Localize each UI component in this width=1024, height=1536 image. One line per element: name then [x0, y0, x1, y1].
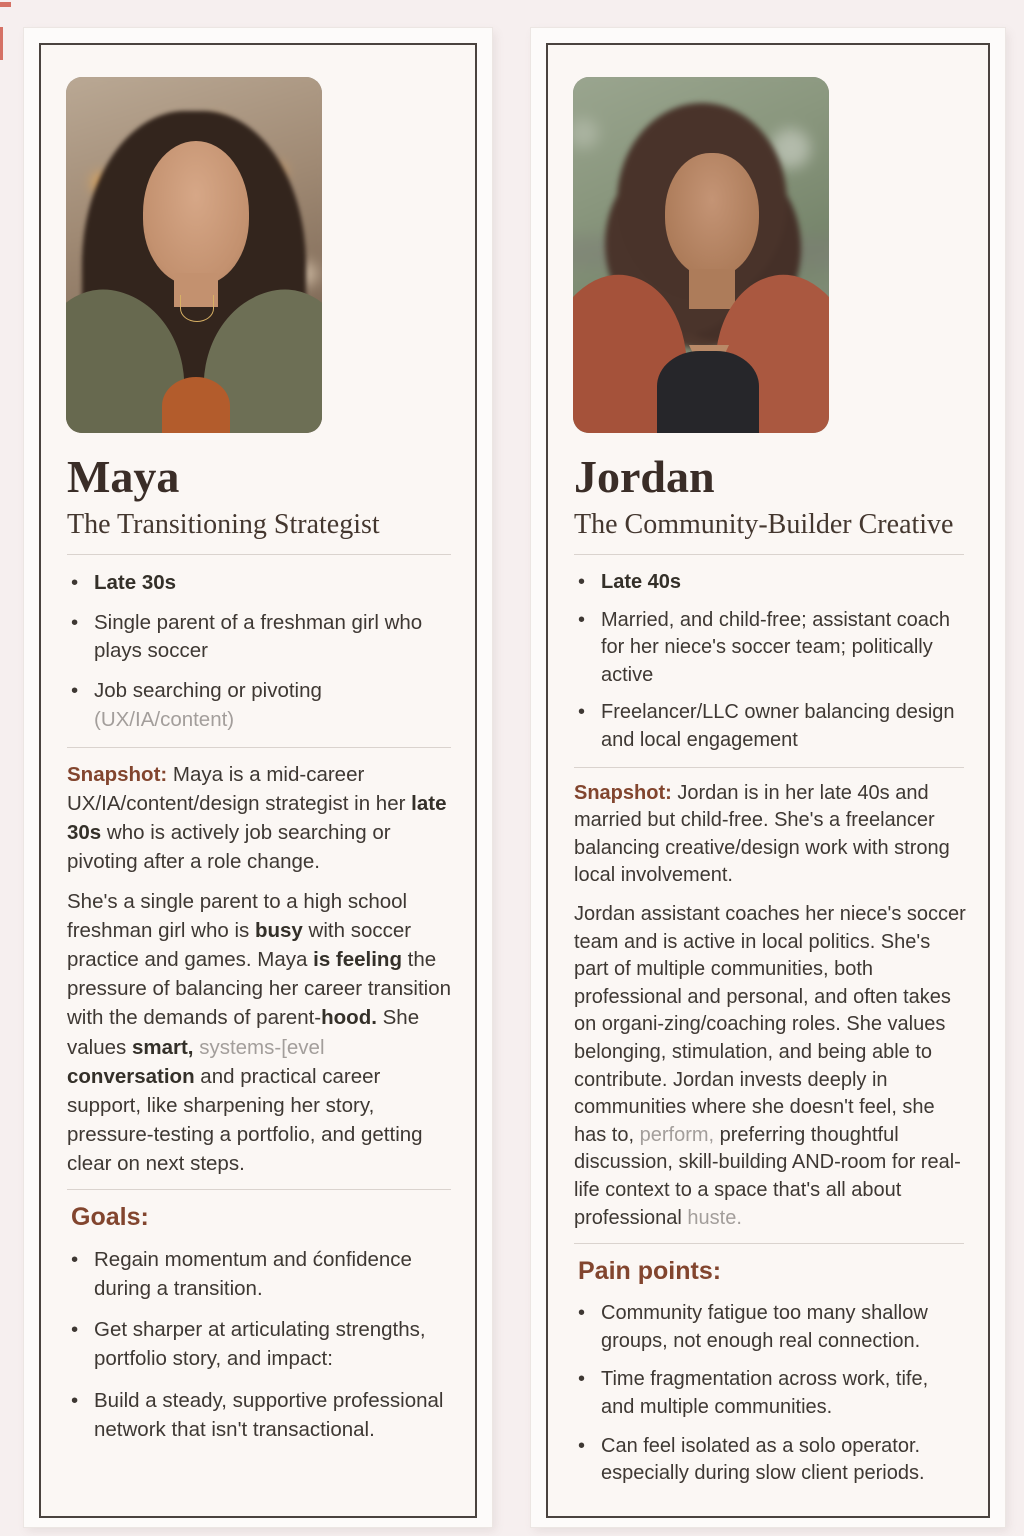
text-run: huste. — [687, 1206, 742, 1229]
text-run: Community fatigue too many shallow groups, not enough real connection. — [601, 1302, 928, 1352]
goals-heading: Goals: — [71, 1203, 149, 1232]
text-run: Get sharper at articulating strengths, portfolio story, and impact: — [94, 1318, 426, 1371]
text-run: (UX/IA/content) — [94, 707, 235, 731]
divider — [67, 1189, 451, 1190]
fact-item — [67, 609, 453, 666]
photo-tee — [657, 351, 759, 433]
bullet-dot: • — [578, 701, 586, 724]
snapshot-paragraph — [574, 780, 966, 890]
persona-card-maya-inner — [39, 43, 477, 1518]
list-item-text — [94, 609, 453, 666]
divider — [574, 554, 964, 555]
text-run: Build a steady, supportive professional network that isn't transactional. — [94, 1388, 444, 1441]
text-run: actively — [170, 820, 240, 844]
list-item-text — [94, 1246, 453, 1303]
text-run: She's a single parent to a high school freshman girl who is — [67, 889, 408, 943]
bullet-dot: • — [71, 610, 79, 634]
text-run: Jordan is in her late 40s and married but child-free. She's a freelancer balancing creative/design work with strong local involvement. — [574, 781, 950, 887]
photo-face — [143, 141, 249, 285]
text-run: smart, — [131, 1035, 194, 1059]
text-run: systems-[evel — [199, 1035, 325, 1059]
pain-point-item — [574, 1300, 966, 1355]
text-run: Time fragmentation across work, tife, and multiple communities. — [601, 1368, 929, 1418]
scan-artifact — [0, 27, 3, 60]
bullet-dot: • — [71, 571, 79, 595]
list-item-text — [601, 1433, 966, 1488]
text-run: Late 30s — [94, 571, 177, 595]
snapshot-paragraph — [67, 887, 453, 1178]
text-run: Married, and child-free; assistant coach for her niece's soccer team; politically active — [601, 608, 951, 686]
photo-necklace — [180, 295, 214, 322]
divider — [67, 554, 451, 555]
text-run: who is — [101, 820, 171, 844]
bullet-dot: • — [578, 1302, 586, 1325]
bullet-dot: • — [578, 1434, 586, 1457]
list-item-text — [601, 1366, 966, 1421]
persona-archetype: The Community-Builder Creative — [574, 509, 954, 541]
text-run: with soccer practice and games. Maya — [67, 919, 412, 972]
persona-name: Maya — [67, 451, 180, 502]
bullet-dot: • — [578, 608, 586, 631]
text-run: perform, — [639, 1123, 715, 1146]
text-run: She values — [67, 1006, 420, 1059]
text-run: Single parent of a freshman girl who plays soccer — [94, 610, 423, 663]
text-run: conversation — [67, 1064, 195, 1088]
photo-face — [665, 153, 759, 277]
text-run: Jordan assistant coaches her niece's soccer team and is active in local politics. She's part of multiple communities, both professional and personal, and often takes on organi-zing/coaching roles. She values belonging, stimulation, and being able to contribute. Jordan invests deeply in communities where she doesn't feel, she has to, — [574, 903, 966, 1146]
snapshot-section — [64, 760, 453, 1179]
fact-item — [67, 677, 453, 734]
text-run: is feeling — [313, 948, 402, 972]
text-run: Can feel isolated as a solo operator. especially during slow client periods. — [601, 1434, 925, 1485]
bullet-dot: • — [71, 679, 79, 703]
text-run: busy — [254, 919, 303, 943]
persona-facts-list — [64, 569, 453, 734]
bullet-dot: • — [578, 1368, 586, 1391]
fact-item — [574, 699, 966, 754]
snapshot-paragraph — [67, 760, 453, 876]
persona-card-jordan-inner — [546, 43, 990, 1518]
text-run: late 30s — [67, 791, 447, 844]
text-run: Job searching or pivoting — [94, 679, 322, 703]
text-run: Maya is a mid-career UX/IA/content/design strategist in her — [67, 762, 412, 815]
list-item-text — [601, 569, 966, 597]
list-item-text — [94, 569, 453, 598]
list-item-text — [94, 1387, 453, 1444]
persona-facts-list — [571, 569, 966, 755]
pain-points-list — [571, 1300, 966, 1488]
text-run: Freelancer/LLC owner balancing design and local engagement — [601, 701, 955, 752]
fact-item — [574, 607, 966, 690]
bullet-dot: • — [71, 1318, 79, 1342]
list-item-text — [601, 1300, 966, 1355]
persona-archetype: The Transitioning Strategist — [67, 509, 380, 541]
text-run: Late 40s — [601, 571, 682, 594]
divider — [574, 1243, 964, 1244]
persona-name: Jordan — [574, 451, 715, 502]
bullet-dot: • — [71, 1388, 79, 1412]
list-item-text — [601, 699, 966, 754]
text-run: hood. — [321, 1006, 377, 1030]
goal-item — [67, 1246, 453, 1303]
snapshot-section — [571, 780, 966, 1233]
snapshot-paragraph — [574, 901, 966, 1232]
pain-points-heading: Pain points: — [578, 1257, 722, 1286]
persona-card-maya — [24, 28, 492, 1527]
list-item-text — [94, 1316, 453, 1373]
list-item-text — [601, 607, 966, 690]
bullet-dot: • — [71, 1248, 79, 1272]
pain-point-item — [574, 1366, 966, 1421]
pain-point-item — [574, 1433, 966, 1488]
goals-list — [64, 1246, 453, 1444]
list-item-text — [94, 677, 453, 734]
photo-top — [162, 377, 230, 433]
inline-label: Snapshot: — [574, 781, 672, 804]
fact-item — [574, 569, 966, 597]
text-run: preferring thoughtful discussion, skill-building AND-room for real-life context to a space that's all about professional — [574, 1123, 961, 1229]
text-run: job searching or pivoting after a role change. — [67, 820, 391, 873]
photo-neck — [689, 269, 735, 309]
text-run: the pressure of balancing her career transition with the demands of parent- — [67, 948, 452, 1030]
scan-artifact — [0, 2, 11, 7]
goal-item — [67, 1316, 453, 1373]
goal-item — [67, 1387, 453, 1444]
fact-item — [67, 569, 453, 598]
inline-label: Snapshot: — [67, 762, 168, 786]
persona-card-jordan — [531, 28, 1005, 1527]
text-run: Regain momentum and ćonfidence during a transition. — [94, 1248, 412, 1300]
text-run: and practical career support, like sharpening her story, pressure-testing a portfolio, and getting clear on next steps. — [67, 1064, 423, 1175]
bullet-dot: • — [578, 571, 586, 594]
maya-portrait-photo — [66, 77, 322, 433]
jordan-portrait-photo — [573, 77, 829, 433]
divider — [67, 747, 451, 748]
divider — [574, 767, 964, 768]
